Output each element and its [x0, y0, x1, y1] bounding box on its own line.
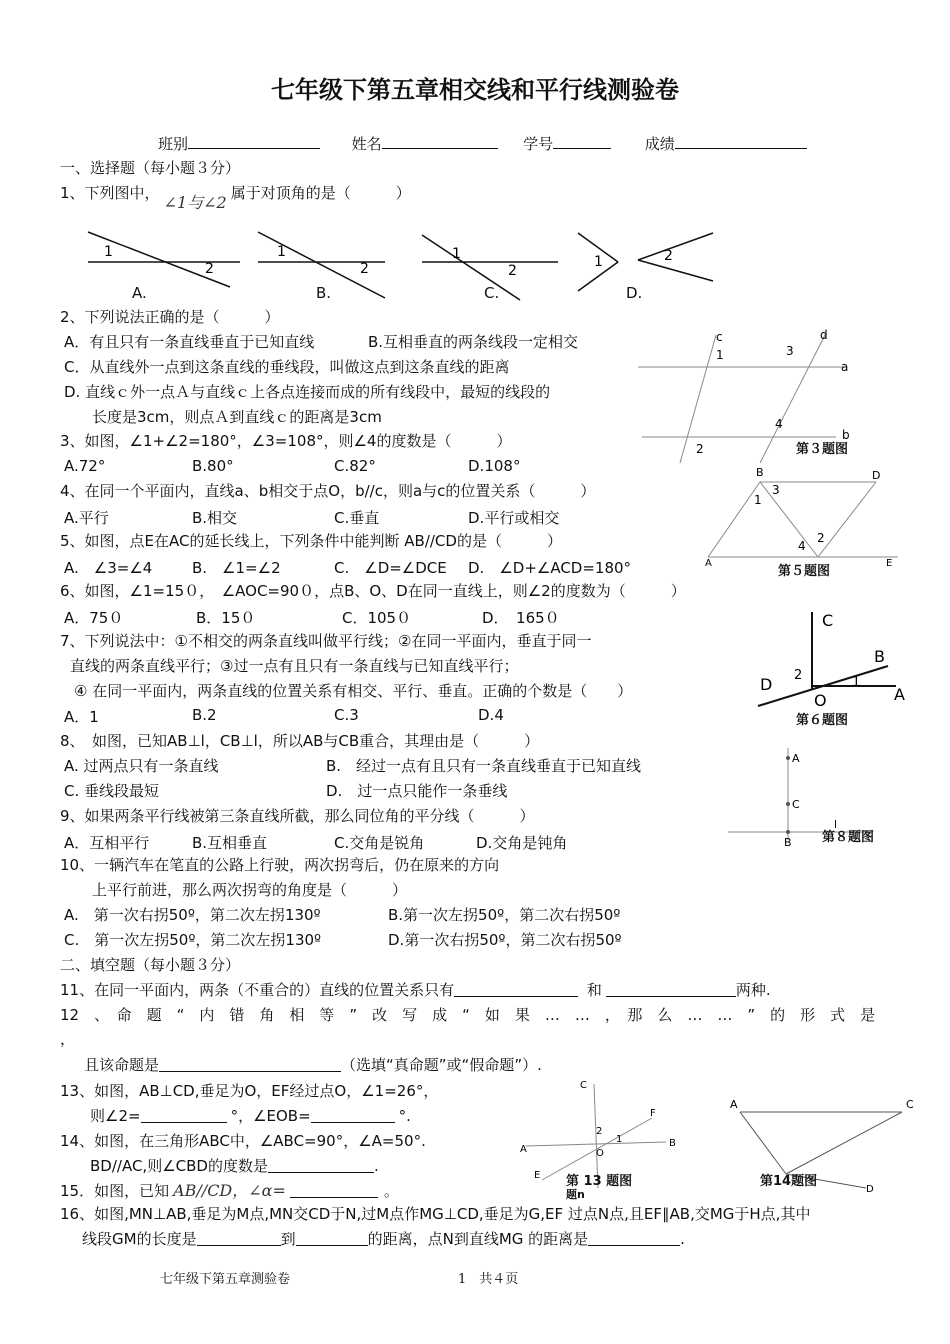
- q1-a-label-2: 2: [205, 261, 214, 277]
- q11: [60, 979, 771, 1001]
- fig13-label-F: F: [650, 1108, 656, 1119]
- fig5-label-1: 1: [754, 493, 762, 507]
- student-info: [158, 133, 807, 154]
- q13-blank-1[interactable]: [141, 1107, 227, 1123]
- q16-line1: 16、如图,MN⊥AB,垂足为M点,MN交CD于N,过M点作MG⊥CD,垂足为G,EF 过点N点,且EF∥AB,交MG于H点,其中: [60, 1205, 811, 1223]
- q5-option-c[interactable]: C. ∠D=∠DCE: [334, 559, 447, 577]
- q2-option-a[interactable]: A．有且只有一条直线垂直于已知直线: [64, 333, 315, 351]
- figure-14: [720, 1092, 920, 1192]
- q16-text-c: 的距离，点N到直线MG 的距离是: [367, 1230, 589, 1248]
- q7-line3: ④ 在同一平面内，两条直线的位置关系有相交、平行、垂直。正确的个数是（ ）: [74, 682, 633, 700]
- q3-option-b[interactable]: B.80°: [192, 457, 234, 475]
- q2-option-c[interactable]: C．从直线外一点到这条直线的垂线段，叫做这点到这条直线的距离: [64, 358, 510, 376]
- q8-option-d[interactable]: D. 过一点只能作一条垂线: [326, 782, 508, 800]
- fig13-label-A: A: [520, 1144, 527, 1155]
- q10-option-a[interactable]: A. 第一次右拐50º，第二次左拐130º: [64, 906, 321, 924]
- q12-line1: 12 、 命 题 “ 内 错 角 相 等 ” 改 写 成 “ 如 果 … … ， 那 么 … … ” 的 形 式 是: [60, 1006, 876, 1024]
- q1-c-label-2: 2: [508, 263, 517, 279]
- q10-line2: 上平行前进，那么两次拐弯的角度是（ ）: [92, 881, 408, 899]
- q12-text-b: （选填“真命题”或“假命题”）.: [341, 1056, 542, 1074]
- fig13-label-C: C: [580, 1080, 587, 1091]
- page-title: 七年级下第五章相交线和平行线测验卷: [271, 75, 679, 104]
- fig8-label-A: A: [792, 752, 800, 765]
- q2-stem: 2、下列说法正确的是（ ）: [60, 308, 280, 326]
- fig13-label-2: 2: [596, 1126, 603, 1137]
- fig13-label-1: 1: [616, 1134, 623, 1145]
- q10-option-b[interactable]: B.第一次左拐50º，第二次右拐50º: [388, 906, 621, 924]
- q7-line2: 直线的两条直线平行；③过一点有且只有一条直线与已知直线平行；: [70, 657, 519, 675]
- q8-option-c[interactable]: C. 垂线段最短: [64, 782, 160, 800]
- q1-d-label-2: 2: [664, 248, 673, 264]
- name-blank[interactable]: [382, 134, 498, 149]
- fig6-label-C: C: [822, 611, 834, 630]
- fig14-label-A: A: [730, 1098, 738, 1111]
- q4-option-d[interactable]: D.平行或相交: [468, 509, 560, 527]
- fig6-caption: 第６题图: [796, 713, 849, 728]
- fig3-label-4: 4: [775, 417, 783, 431]
- q13-line1: 13、如图，AB⊥CD,垂足为O，EF经过点O，∠1=26°，: [60, 1082, 439, 1100]
- q6-option-c[interactable]: C．105０: [342, 609, 412, 627]
- fig5-label-A: A: [705, 558, 712, 569]
- fig13-label-E: E: [534, 1170, 541, 1181]
- fig6-label-1: 1: [852, 675, 861, 690]
- q3-option-c[interactable]: C.82°: [334, 457, 376, 475]
- q1-option-b[interactable]: B.: [316, 284, 332, 302]
- q12-text-a: 且该命题是: [84, 1056, 160, 1074]
- q15: [60, 1180, 399, 1202]
- q12-line2: [84, 1054, 542, 1076]
- fig6-label-B: B: [874, 647, 885, 666]
- q9-option-c[interactable]: C.交角是锐角: [334, 834, 425, 852]
- q7-option-d[interactable]: D.4: [478, 706, 504, 724]
- q11-text-b: 和: [586, 981, 602, 999]
- fig6-label-2: 2: [794, 668, 803, 683]
- fig13-label-O: O: [596, 1148, 604, 1159]
- name-label: 姓名: [351, 135, 382, 153]
- q10-option-c[interactable]: C. 第一次左拐50º，第二次左拐130º: [64, 931, 322, 949]
- q14-blank[interactable]: [268, 1157, 374, 1173]
- fig13-caption: 第 13 题图: [566, 1174, 633, 1189]
- q16-blank-1[interactable]: [197, 1230, 281, 1246]
- q7-option-b[interactable]: B.2: [192, 706, 217, 724]
- fig3-label-2: 2: [696, 442, 704, 456]
- section1-heading: 一、选择题（每小题３分）: [60, 159, 241, 177]
- fig3-label-c: c: [716, 330, 723, 344]
- footer-page: 1 共４页: [458, 1272, 519, 1287]
- q15-text-b: 。: [383, 1182, 399, 1200]
- fig5-label-3: 3: [772, 483, 780, 497]
- score-label: 成绩: [644, 135, 675, 153]
- q1-c-label-1: 1: [452, 246, 461, 262]
- q16-blank-3[interactable]: [588, 1230, 680, 1246]
- fig3-label-a: a: [841, 360, 849, 374]
- q14-text-a: BD//AC,则∠CBD的度数是: [90, 1157, 268, 1175]
- q12-blank[interactable]: [159, 1056, 341, 1072]
- q1-option-a[interactable]: A.: [132, 284, 147, 302]
- fig5-label-2: 2: [817, 531, 825, 545]
- q16-line2: [82, 1228, 685, 1250]
- q15-text-a: 15．如图，已知: [60, 1182, 170, 1200]
- q13-text-a: 则∠2=: [90, 1107, 141, 1125]
- q1-option-d[interactable]: D.: [626, 284, 643, 302]
- q11-text-a: 11、在同一平面内，两条（不重合的）直线的位置关系只有: [60, 981, 455, 999]
- q5-option-a[interactable]: A. ∠3=∠4: [64, 559, 153, 577]
- section2-heading: 二、填空题（每小题３分）: [60, 956, 241, 974]
- q4-stem: 4、在同一个平面内，直线a、b相交于点O，b//c，则a与c的位置关系（ ）: [60, 482, 596, 500]
- fig14-caption: 第14题图: [760, 1174, 818, 1189]
- fig5-label-D: D: [872, 469, 881, 482]
- q13-text-c: °.: [398, 1107, 411, 1125]
- q14-line2: [90, 1155, 379, 1177]
- fig5-label-E: E: [886, 558, 893, 569]
- id-label: 学号: [523, 135, 554, 153]
- q4-option-a[interactable]: A.平行: [64, 509, 109, 527]
- q7-option-c[interactable]: C.3: [334, 706, 359, 724]
- q1-option-c[interactable]: C.: [484, 284, 500, 302]
- fig14-label-D: D: [866, 1184, 874, 1192]
- q8-option-a[interactable]: A. 过两点只有一条直线: [64, 757, 219, 775]
- q11-blank-1[interactable]: [454, 981, 578, 997]
- q1-a-label-1: 1: [104, 244, 113, 260]
- q9-option-a[interactable]: A．互相平行: [64, 834, 150, 852]
- figure-5: [700, 462, 910, 572]
- footer-left: 七年级下第五章测验卷: [160, 1272, 291, 1287]
- fig6-label-O: O: [814, 691, 827, 710]
- figure-6: [752, 602, 922, 712]
- q16-text-d: .: [680, 1230, 685, 1248]
- q10-option-d[interactable]: D.第一次右拐50º，第二次右拐50º: [388, 931, 622, 949]
- fig3-label-3: 3: [786, 344, 794, 358]
- q4-option-c[interactable]: C.垂直: [334, 509, 380, 527]
- q9-option-b[interactable]: B.互相垂直: [192, 834, 268, 852]
- q16-text-a: 线段GM的长度是: [82, 1230, 197, 1248]
- q13-text-b: °，∠EOB=: [230, 1107, 311, 1125]
- q11-blank-2[interactable]: [606, 981, 736, 997]
- fig13-caption-extra: 题n: [566, 1188, 585, 1201]
- fig5-label-B: B: [756, 466, 764, 479]
- q6-option-a[interactable]: A．75０: [64, 609, 124, 627]
- q15-inline-formula: AB//CD，∠α=: [173, 1181, 286, 1200]
- fig3-caption: 第３题图: [796, 442, 849, 457]
- q5-option-d[interactable]: D. ∠D+∠ACD=180°: [468, 559, 632, 577]
- q9-stem: 9、如果两条平行线被第三条直线所截，那么同位角的平分线（ ）: [60, 807, 535, 825]
- fig3-label-b: b: [842, 428, 850, 442]
- q1-inline-angles: ∠1与∠2: [163, 193, 227, 212]
- q10-line1: 10、一辆汽车在笔直的公路上行驶，两次拐弯后，仍在原来的方向: [60, 856, 500, 874]
- fig8-label-C: C: [792, 798, 800, 811]
- q6-option-b[interactable]: B．15０: [196, 609, 256, 627]
- q2-option-d-line2: 长度是3cm，则点Ａ到直线ｃ的距离是3cm: [92, 408, 382, 426]
- q8-stem: 8、 如图，已知AB⊥l，CB⊥l，所以AB与CB重合，其理由是（ ）: [60, 732, 540, 750]
- q14-line1: 14、如图，在三角形ABC中，∠ABC=90°，∠A=50°.: [60, 1132, 426, 1150]
- q7-option-a[interactable]: A．1: [64, 708, 99, 726]
- q1-stem: [60, 182, 411, 212]
- q15-blank[interactable]: [290, 1182, 378, 1198]
- fig8-label-l: l: [834, 818, 838, 831]
- id-blank[interactable]: [553, 134, 611, 149]
- q4-option-b[interactable]: B.相交: [192, 509, 238, 527]
- q9-option-d[interactable]: D.交角是钝角: [476, 834, 568, 852]
- fig6-label-A: A: [894, 685, 905, 704]
- class-label: 班别: [158, 135, 189, 153]
- fig13-label-B: B: [669, 1138, 676, 1149]
- q12-line1b: ，: [60, 1030, 76, 1048]
- q11-text-c: 两种.: [735, 981, 771, 999]
- q5-option-b[interactable]: B. ∠1=∠2: [192, 559, 281, 577]
- score-blank[interactable]: [675, 134, 807, 149]
- q7-line1: 7、下列说法中：①不相交的两条直线叫做平行线；②在同一平面内，垂直于同一: [60, 632, 592, 650]
- fig3-label-1: 1: [716, 348, 724, 362]
- q1-text-a: 1、下列图中，: [60, 184, 160, 202]
- class-blank[interactable]: [188, 134, 320, 149]
- q2-option-d-line1[interactable]: D. 直线ｃ外一点Ａ与直线ｃ上各点连接而成的所有线段中，最短的线段的: [64, 383, 551, 401]
- q1-b-label-1: 1: [277, 244, 286, 260]
- q14-text-b: .: [373, 1157, 379, 1175]
- q13-line2: [90, 1105, 411, 1127]
- fig5-label-4: 4: [798, 539, 806, 553]
- q2-option-b[interactable]: B.互相垂直的两条线段一定相交: [368, 333, 579, 351]
- q1-text-b: 属于对顶角的是（ ）: [230, 184, 411, 202]
- fig3-label-d: d: [820, 328, 828, 342]
- q16-text-b: 到: [280, 1230, 296, 1248]
- fig14-label-C: C: [906, 1098, 914, 1111]
- q3-option-d[interactable]: D.108°: [468, 457, 521, 475]
- fig5-caption: 第５题图: [778, 564, 831, 579]
- q3-stem: 3、如图，∠1+∠2=180°，∠3=108°，则∠4的度数是（ ）: [60, 432, 512, 450]
- q1-d-label-1: 1: [594, 254, 603, 270]
- fig6-label-D: D: [760, 675, 773, 694]
- q1-b-label-2: 2: [360, 261, 369, 277]
- q3-option-a[interactable]: A.72°: [64, 457, 106, 475]
- q6-option-d[interactable]: D． 165０: [482, 609, 560, 627]
- fig8-caption: 第８题图: [822, 830, 875, 845]
- fig8-label-B: B: [784, 836, 792, 849]
- q16-blank-2[interactable]: [296, 1230, 368, 1246]
- q6-stem: 6、如图，∠1=15０， ∠AOC=90０，点B、O、D在同一直线上，则∠2的度数为（ ）: [60, 582, 686, 600]
- q8-option-b[interactable]: B. 经过一点有且只有一条直线垂直于已知直线: [326, 757, 642, 775]
- q13-blank-2[interactable]: [311, 1107, 395, 1123]
- q5-stem: 5、如图，点E在AC的延长线上，下列条件中能判断 AB//CD的是（ ）: [60, 532, 562, 550]
